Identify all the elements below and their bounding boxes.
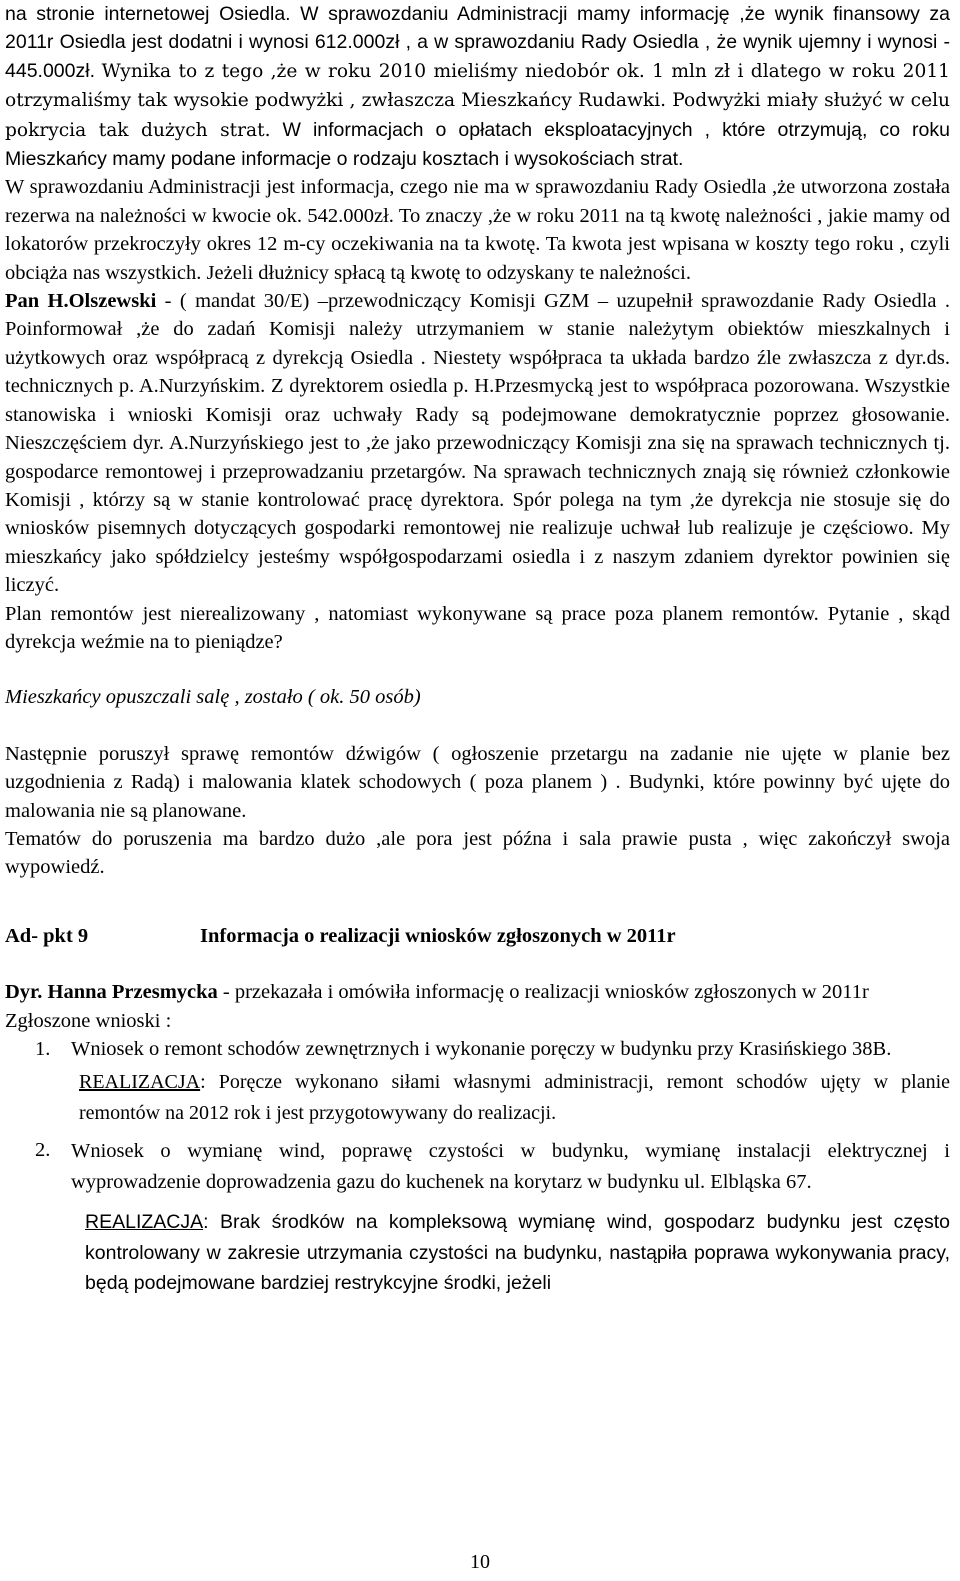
submitted-label: Zgłoszone wnioski : <box>5 1009 172 1032</box>
speaker-olszewski: Pan H.Olszewski <box>5 290 157 313</box>
section-number: Ad- pkt 9 <box>5 924 89 947</box>
paragraph-residents-left: Mieszkańcy opuszczali salę , zostało ( ok. 50 osób) <box>5 686 421 709</box>
realization-body: : Poręcze wykonano siłami własnymi administracji, remont schodów ujęty w planie remontów na 2012 rok i jest przygotowywany do realizacji. <box>79 1071 950 1124</box>
list-item <box>5 1136 950 1299</box>
paragraph-finance-part-2: Wynika to z tego ,że w roku 2010 mieliśmy niedobór ok. 1 mln zł i dlatego w roku 2011 otrzymaliśmy tak wysokie podwyżki , zwłaszcza Mieszkańcy Rudawki. Podwyżki miały służyć w celu pokrycia tak dużych strat. <box>5 60 951 141</box>
proposal-text: Wniosek o remont schodów zewnętrznych i wykonanie poręczy w budynku przy Krasińskiego 38B. <box>71 1038 892 1060</box>
realization-text <box>79 1067 950 1128</box>
proposal-list <box>5 1035 950 1299</box>
paragraph-finance-part-1: na stronie internetowej Osiedla. W sprawozdaniu Administracji mamy informację ,że wynik finansowy za 2011r Osiedla jest dodatni i wynosi 612.000zł , a w sprawozdaniu Rady Osiedla , że wynik ujemny i wynosi - 445.000zł. <box>5 3 950 82</box>
paragraph-finance <box>5 0 950 173</box>
page-number: 10 <box>470 1551 490 1573</box>
list-marker: 2. <box>35 1139 51 1162</box>
realization-label: REALIZACJA <box>85 1211 204 1234</box>
przesmycka-text: - przekazała i omówiła informację o realizacji wniosków zgłoszonych w 2011r <box>217 981 869 1004</box>
paragraph-commission <box>5 287 950 599</box>
realization-body: : Brak środków na kompleksową wymianę wind, gospodarz budynku jest często kontrolowany w zakresie utrzymania czystości na budynku, nastąpiła poprawa wykonywania pracy, będą podejmowane bardziej restrykcyjne środki, jeżeli <box>85 1211 950 1295</box>
document-page <box>5 0 950 1299</box>
commission-text: - ( mandat 30/E) –przewodniczący Komisji GZM – uzupełnił sprawozdanie Rady Osiedla . Poinformował ,że do zadań Komisji należy utrzymaniem w stanie należytym obiektów mieszkalnych i użytkowych oraz współpracą z dyrekcją Osiedla . Niestety współpraca ta układa bardzo źle zwłaszcza z dyr.ds. technicznych p. A.Nurzyńskim. Z dyrektorem osiedla p. H.Przesmycką jest to współpraca pozorowana. Wszystkie stanowiska i wnioski Komisji oraz uchwały Rady są podejmowane demokratycznie poprzez głosowanie. Nieszczęściem dyr. A.Nurzyńskiego jest to ,że jako przewodniczący Komisji zna się na sprawach technicznych tj. gospodarce remontowej i przeprowadzaniu przetargów. Na sprawach technicznych znają się również członkowie Komisji , którzy są w stanie kontrolować pracę dyrektora. Spór polega na tym ,że dyrekcja nie stosuje się do wniosków pisemnych dotyczących gospodarki remontowej nie realizuje uchwał lub realizuje je częściowo. My mieszkańcy jako spółdzielcy jesteśmy współgospodarzami osiedla i z naszym zdaniem dyrektor powinien się liczyć. <box>5 290 950 597</box>
paragraph-topics: Tematów do poruszenia ma bardzo dużo ,ale pora jest późna i sala prawie pusta , więc zakończył swoja wypowiedź. <box>5 827 950 879</box>
section-heading <box>5 922 950 950</box>
section-title: Informacja o realizacji wniosków zgłoszonych w 2011r <box>200 924 676 947</box>
realization-text <box>85 1207 950 1299</box>
paragraph-przesmycka <box>5 978 950 1006</box>
paragraph-reserve: W sprawozdaniu Administracji jest informacja, czego nie ma w sprawozdaniu Rady Osiedla ,że utworzona została rezerwa na należności w kwocie ok. 542.000zł. To znaczy ,że w roku 2011 na tą kwotę należności , jakie mamy od lokatorów przekroczyły okres 12 m-cy oczekiwania na ta kwotę. Ta kwota jest wpisana w koszty tego roku , czyli obciąża nas wszystkich. Jeżeli dłużnicy spłacą tą kwotę to odzyskany te należności. <box>5 176 950 284</box>
realization-label: REALIZACJA <box>79 1071 201 1094</box>
paragraph-finance-part-3: W informacjach o opłatach eksploatacyjnych , które otrzymują, co roku Mieszkańcy mamy podane informacje o rodzaju kosztach i wysokościach strat. <box>5 118 950 171</box>
list-item <box>5 1035 950 1128</box>
paragraph-plan: Plan remontów jest nierealizowany , natomiast wykonywane są prace poza planem remontów. Pytanie , skąd dyrekcja weźmie na to pieniądze? <box>5 602 950 653</box>
list-marker: 1. <box>35 1038 51 1060</box>
proposal-text: Wniosek o wymianę wind, poprawę czystości w budynku, wymianę instalacji elektrycznej i wyprowadzenie doprowadzenia gazu do kuchenek na korytarz w budynku ul. Elbląska 67. <box>71 1140 950 1193</box>
paragraph-elevators: Następnie poruszył sprawę remontów dźwigów ( ogłoszenie przetargu na zadanie nie ujęte w planie bez uzgodnienia z Radą) i malowania klatek schodowych ( poza planem ) . Budynki, które powinny być ujęte do malowania nie są planowane. <box>5 742 950 822</box>
speaker-przesmycka: Dyr. Hanna Przesmycka <box>5 981 218 1004</box>
